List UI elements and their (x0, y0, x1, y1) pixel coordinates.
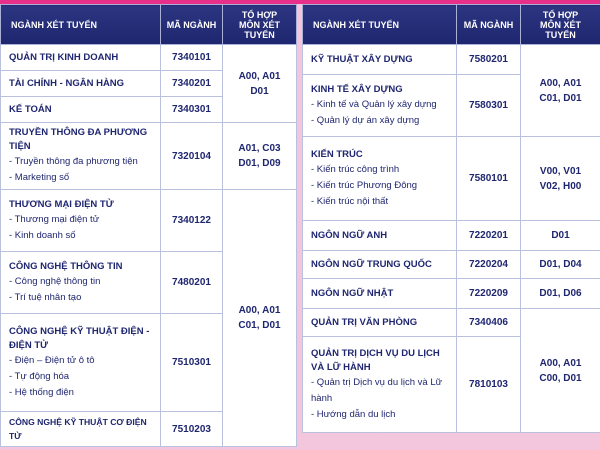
major-title: QUẢN TRỊ DỊCH VỤ DU LỊCH VÀ LỮ HÀNH (311, 347, 440, 373)
sub-major: - Marketing số (9, 172, 70, 183)
table-row (303, 45, 600, 75)
combo-header-line2: MÔN XÉT TUYỂN (539, 19, 581, 40)
major-title: QUẢN TRỊ KINH DOANH (9, 51, 119, 63)
combo-cell (521, 45, 600, 137)
major-title: TRUYỀN THÔNG ĐA PHƯƠNG TIỆN (9, 127, 148, 152)
table-row (303, 279, 600, 309)
major-title: CÔNG NGHỆ THÔNG TIN (9, 260, 123, 272)
major-column-header: NGÀNH XÉT TUYỂN (303, 5, 457, 45)
sub-major: - Tự động hóa (9, 370, 70, 382)
major-code: 7220209 (457, 279, 521, 309)
combo-column-header (223, 5, 297, 45)
combo-line: V02, H00 (539, 180, 582, 192)
major-code: 7480201 (161, 252, 223, 314)
sub-major: - Hướng dẫn du lịch (311, 408, 396, 420)
major-title: NGÔN NGỮ TRUNG QUỐC (311, 258, 432, 270)
major-code: 7340406 (457, 309, 521, 337)
combo-line: D01 (250, 85, 269, 97)
left-admission-table (0, 4, 297, 447)
combo-cell: D01, D04 (521, 251, 600, 279)
combo-line: C00, D01 (539, 372, 582, 384)
major-title: KINH TẾ XÂY DỰNG (311, 83, 403, 95)
table-row (1, 123, 297, 190)
table-row (303, 251, 600, 279)
combo-header-line1: TỔ HỢP (542, 9, 579, 20)
major-title: KIẾN TRÚC (311, 148, 363, 160)
combo-cell (223, 190, 297, 447)
combo-line: V00, V01 (539, 165, 582, 177)
major-title: CÔNG NGHỆ KỸ THUẬT CƠ ĐIỆN TỬ (9, 417, 147, 441)
combo-cell (521, 309, 600, 433)
table-row (303, 309, 600, 337)
sub-major: - Hệ thống điện (9, 386, 74, 398)
major-title: NGÔN NGỮ NHẬT (311, 287, 394, 299)
major-code: 7340301 (161, 97, 223, 123)
combo-line: D01, D09 (238, 158, 281, 169)
sub-major: - Điện – Điện tử ô tô (9, 354, 95, 366)
major-code: 7320104 (161, 123, 223, 190)
combo-line: A01, C03 (238, 143, 281, 154)
combo-line: A00, A01 (238, 305, 281, 316)
major-title: CÔNG NGHỆ KỸ THUẬT ĐIỆN - ĐIỆN TỬ (9, 325, 150, 351)
major-code: 7810103 (457, 337, 521, 433)
major-code: 7220201 (457, 221, 521, 251)
combo-line: C01, D01 (539, 92, 582, 104)
sub-major: - Kinh doanh số (9, 229, 76, 241)
major-code: 7340101 (161, 45, 223, 71)
code-column-header: MÃ NGÀNH (457, 5, 521, 45)
combo-cell: D01 (521, 221, 600, 251)
major-code: 7580101 (457, 137, 521, 221)
combo-cell: D01, D06 (521, 279, 600, 309)
sub-major: - Công nghệ thông tin (9, 275, 101, 287)
combo-line: A00, A01 (539, 77, 582, 89)
major-code: 7580201 (457, 45, 521, 75)
sub-major: - Quản trị Dịch vụ du lịch và Lữ hành (311, 376, 442, 404)
combo-line: A00, A01 (238, 70, 281, 82)
sub-major: - Kiến trúc nội thất (311, 195, 389, 207)
combo-header-line2: MÔN XÉT TUYỂN (238, 19, 280, 40)
combo-line: A00, A01 (539, 357, 582, 369)
major-title: THƯƠNG MẠI ĐIỆN TỬ (9, 198, 114, 210)
combo-cell (223, 45, 297, 123)
table-row (1, 190, 297, 252)
table-row (303, 221, 600, 251)
sub-major: - Kiến trúc Phương Đông (311, 179, 418, 191)
table-row (1, 45, 297, 71)
major-title: KẾ TOÁN (9, 103, 52, 115)
combo-header-line1: TỔ HỢP (241, 9, 278, 20)
sub-major: - Quản lý dự án xây dựng (311, 114, 420, 126)
major-code: 7340122 (161, 190, 223, 252)
major-code: 7580301 (457, 75, 521, 137)
major-column-header: NGÀNH XÉT TUYỂN (1, 5, 161, 45)
major-code: 7340201 (161, 71, 223, 97)
major-code: 7510203 (161, 412, 223, 447)
major-title: NGÔN NGỮ ANH (311, 229, 388, 241)
combo-cell (521, 137, 600, 221)
major-title: QUẢN TRỊ VĂN PHÒNG (311, 316, 418, 328)
sub-major: - Kiến trúc công trình (311, 163, 400, 175)
major-title: TÀI CHÍNH - NGÂN HÀNG (9, 77, 125, 89)
combo-cell (223, 123, 297, 190)
table-row (303, 137, 600, 221)
combo-line: C01, D01 (238, 320, 281, 331)
sub-major: - Thương mại điện tử (9, 213, 100, 225)
major-title: KỸ THUẬT XÂY DỰNG (311, 53, 413, 65)
sub-major: - Trí tuệ nhân tạo (9, 291, 82, 303)
sub-major: - Kinh tế và Quản lý xây dựng (311, 98, 437, 110)
right-admission-table (302, 4, 600, 433)
major-code: 7220204 (457, 251, 521, 279)
major-code: 7510301 (161, 314, 223, 412)
sub-major: - Truyền thông đa phương tiện (9, 156, 138, 167)
combo-column-header (521, 5, 600, 45)
code-column-header: MÃ NGÀNH (161, 5, 223, 45)
